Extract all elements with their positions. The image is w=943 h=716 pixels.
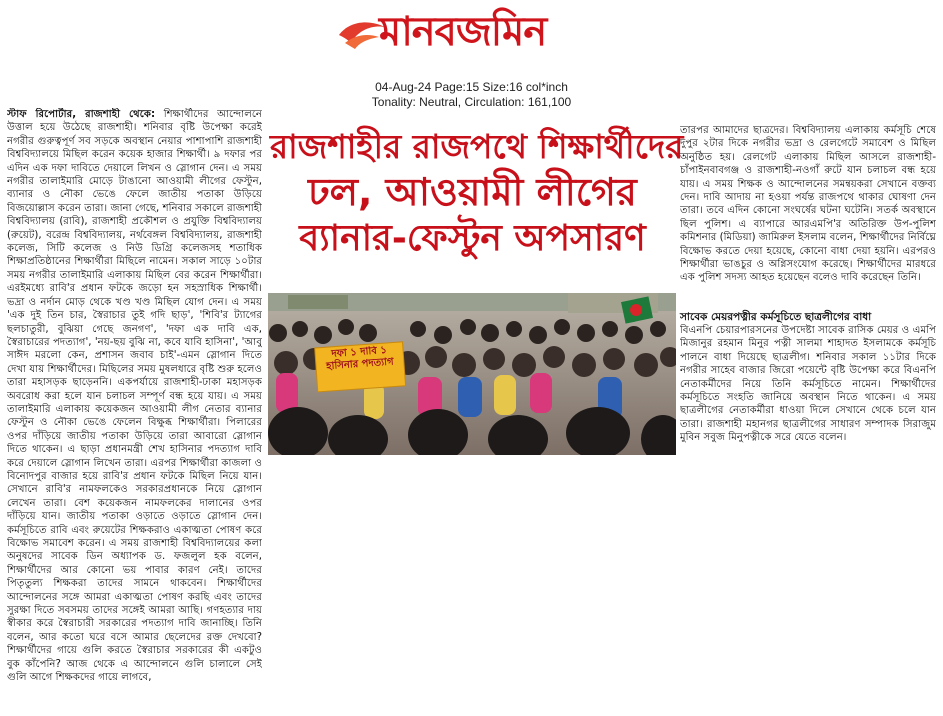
- article-left-column: [7, 108, 262, 708]
- article-body-right-2: বিএনপি চেয়ারপারসনের উপদেষ্টা সাবেক রাসিক মেয়র ও এমপি মিজানুর রহমান মিনুর পত্নী সালমা শাহাদত ইসলামকে কর্মসূচি পালনে বাধা দিয়েছে ছাত্রলীগ। শনিবার সকাল ১১টার দিকে নগরীর সাহেব বাজার জিরো পয়েন্টে বৃষ্টি উপেক্ষা করে বিএনপি নেতাকর্মীদের নিয়ে তিনি কর্মসূচিতে নামেন। শিক্ষার্থীদের কর্মসূচিতে সংহতি জানিয়ে অবস্থান নিতে থাকেন। এ সময় ছাত্রলীগের নেতাকর্মীরা ধাওয়া দিলে সেখানে থেকে চলে যান তারা। রাজশাহী মহানগর ছাত্রলীগের সাধারণ সম্পাদক সিরাজুম মুবিন সবুজ মিনুপত্নীকে সরে যেতে বলেন।: [680, 325, 936, 444]
- logo-text: মানবজমিন: [379, 8, 547, 55]
- headline-line-2: ঢল, আওয়ামী লীগের: [308, 170, 637, 214]
- masthead: [0, 0, 943, 75]
- article-subhead: সাবেক মেয়রপত্নীর কর্মসূচিতে ছাত্রলীগের বাধা: [680, 311, 872, 323]
- placard-text: দফা ১ দাবি ১ হাসিনার পদত্যাগ: [325, 344, 394, 373]
- article-body-right: তারপর আমাদের ছাত্রদের। বিশ্ববিদ্যালয় এলাকায় কর্মসূচি শেষে দুপুর ২টার দিকে নগরীর ভদ্রা ও রেলগেটে সমাবেশ ও মিছিল অনুষ্ঠিত হয়। রেলগেট এলাকায় মিছিল আসলে রাজশাহী-চাঁপাইনবাবগঞ্জ ও রাজশাহী-নওগাঁ রুটে যান চলাচল বন্ধ হয়ে যায়। এ সময় শিক্ষক ও আন্দোলনের সমন্বয়করা সেখানে বক্তব্য দেন। দাবি আদায় না হওয়া পর্যন্ত রাজপথে থাকার ঘোষণা দেন তারা। তবে এদিন কোনো সংঘর্ষের ঘটনা ঘটেনি। সতর্ক অবস্থানে ছিল পুলিশ। এ ব্যাপারে আরএমপি'র অতিরিক্ত উপ-পুলিশ কমিশনার (মিডিয়া) জামিরুল ইসলাম বলেন, শিক্ষার্থীদের নির্বিঘ্নে বিক্ষোভ করতে দেয়া হয়েছে, কোনো বাধা দেয়া হয়নি। এরপরও শিক্ষার্থীরা ভাঙচুর ও অগ্নিসংযোগ করেছে। শিক্ষার্থীদের মারধরে এক পুলিশ সদস্য আহত হয়েছেন বলেও দাবি করেছেন তিনি।: [680, 125, 936, 284]
- clipping-meta-line: 04-Aug-24 Page:15 Size:16 col*inch: [375, 80, 568, 94]
- headline: [270, 124, 684, 294]
- article-body-left: শিক্ষার্থীদের আন্দোলনে উত্তাল হয়ে উঠেছে রাজশাহী। শনিবার বৃষ্টি উপেক্ষা করেই নগরীর গুরুত্বপূর্ণ সব সড়কে অবস্থান নেয়ার পাশাপাশি রাজশাহী বিশ্ববিদ্যালয়ে মিছিল করেন কয়েক হাজার শিক্ষার্থী। ৯ দফার পর এদিন এক দফা দাবিতে দেয়ালে লিখন ও স্লোগান দেন। এ সময় নগরীর তালাইমারি মোড়ে টাঙানো আওয়ামী লীগের ফেস্টুন, ব্যানার ও নৌকা ভেঙে ফেলে জাতীয় পতাকা উড়িয়ে বিজয়োল্লাস করেন তারা। জানা গেছে, শনিবার সকালে রাজশাহী বিশ্ববিদ্যালয় (রাবি), রাজশাহী প্রকৌশল ও প্রযুক্তি বিশ্ববিদ্যালয় (রুয়েট), বরেন্দ্র বিশ্ববিদ্যালয়, নর্থবেঙ্গল বিশ্ববিদ্যালয়, রাজশাহী কলেজ, সিটি কলেজ ও নিউ ডিগ্রি কলেজসহ শতাধিক শিক্ষাপ্রতিষ্ঠানের শিক্ষার্থীরা মিছিলে নামেন। সকাল সাড়ে ১০টার সময় নগরীর তালাইমারি এলাকায় মিছিল বের করেন শিক্ষার্থীরা। এরইমধ্যে রাবি'র প্রধান ফটকে জড়ো হন সহস্রাধিক শিক্ষার্থী। ভদ্রা ও নর্দান মোড় থেকে খণ্ড খণ্ড মিছিল যোগ দেন। এ সময় 'এক দুই তিন চার, স্বৈরাচার তুই গদি ছাড়', 'শিবি'র ট্যাগের ছলচাতুরী, বুঝিয়া গেছে জনগণ', 'দফা এক দাবি এক, স্বৈরাচারের পদত্যাগ', 'নয়-ছয় বুঝি না, কবে যাবি হাসিনা', 'আবু সাঈদ মরলো কেন, প্রশাসন জবাব চাই'-এমন স্লোগান দিতে দেখা যায় শিক্ষার্থীদের। মিছিলের সময় মুষলধারে বৃষ্টি শুরু হলেও তারা মহাসড়ক ছাড়েননি। একপর্যায়ে রাজশাহী-ঢাকা মহাসড়ক অবরোধ করা হলে যান চলাচল সম্পূর্ণ বন্ধ হয়ে যায়। এ সময় তালাইমারি এলাকায় কয়েকজন আওয়ামী লীগ নেতার ব্যানার ফেস্টুন ও নৌকা ভেঙে ফেলেন বিক্ষুব্ধ শিক্ষার্থীরা। পিলারের ওপর দাঁড়িয়ে জাতীয় পতাকা উড়িয়ে তারা আবারো স্লোগান দিতে থাকেন। এ ছাড়া প্রধানমন্ত্রী শেখ হাসিনার পদত্যাগ দাবি করে দেয়ালে স্লোগান লিখেন তারা। এরপর শিক্ষার্থীরা কাজলা ও বিনোদপুর বাজার হয়ে রাবি'র প্রধান ফটকে মিছিল নিয়ে যান। সেখানে রাবি'র নামফলকেও সরকারপ্রধানকে নিয়ে স্লোগান লেখেন তারা। বেশ কয়েকজন নামফলকের দালানের ওপর দাঁড়িয়ে যান। জাতীয় পতাকা ওড়াতে ওড়াতে স্লোগান দেন। কর্মসূচিতে রাবি এবং রুয়েটের শিক্ষকরাও একাত্মতা পোষণ করে বিক্ষোভ সমাবেশ করেন। এ সময় রাজশাহী বিশ্ববিদ্যালয়ের কলা অনুষদের সাবেক ডিন অধ্যাপক ড. ফজলুল হক বলেন, শিক্ষার্থীদের আর কোনো ভয় পাবার কারণ নেই। তাদের পিতৃতুল্য শিক্ষকরা তাদের সামনে থাকবেন। শিক্ষার্থীদের আন্দোলনের সঙ্গে আমরা একাত্মতা পোষণ করছি এবং তাদের সুরক্ষা দিতে সবসময় তাদের সঙ্গেই আমরা আছি। গণহত্যার দায় স্বীকার করে স্বৈরাচারী সরকারের পদত্যাগ দাবি জানাচ্ছি। তিনি বলেন, আর কতো ঘরে বসে আমার ছেলেদের রক্ত দেখবো? শিক্ষার্থীদের গায়ে গুলি করতে স্বৈরাচার সরকারের কী একটুও বুক কাঁপেনি? আজ থেকে এ আন্দোলনে গুলি চালালে সেই গুলি আগে শিক্ষকদের গায়ে লাগবে,: [7, 109, 262, 684]
- clipping-tonality-line: Tonality: Neutral, Circulation: 161,100: [371, 95, 572, 109]
- newspaper-logo: [335, 8, 547, 55]
- article-right-column-2: [680, 324, 936, 459]
- article-byline: স্টাফ রিপোর্টার, রাজশাহী থেকে:: [7, 109, 156, 120]
- protest-crowd-image: [268, 293, 676, 455]
- headline-line-3: ব্যানার-ফেস্টুন অপসারণ: [299, 218, 646, 259]
- headline-line-1: রাজশাহীর রাজপথে শিক্ষার্থীদের: [270, 127, 684, 166]
- protest-photo: [268, 293, 676, 455]
